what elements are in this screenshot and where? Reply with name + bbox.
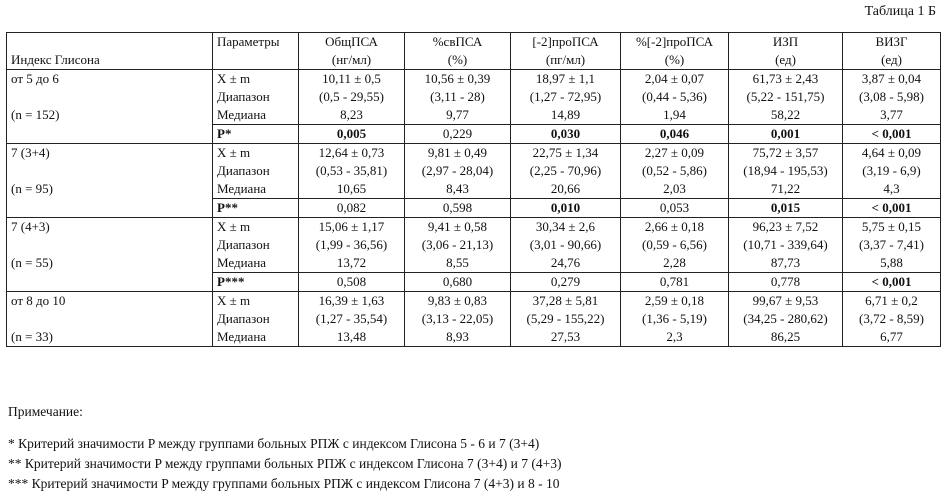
value-cell: 2,3 xyxy=(621,328,729,347)
p-value-cell: 0,229 xyxy=(405,125,511,144)
value-cell: 24,76 xyxy=(511,254,621,273)
value-cell: 87,73 xyxy=(729,254,843,273)
header-col-name: %свПСА xyxy=(405,33,511,52)
group-cell xyxy=(7,199,213,218)
value-cell: (0,5 - 29,55) xyxy=(299,88,405,106)
p-value-cell: < 0,001 xyxy=(843,125,941,144)
header-col-name: ОбщПСА xyxy=(299,33,405,52)
value-cell: (1,27 - 35,54) xyxy=(299,310,405,328)
value-cell: 15,06 ± 1,17 xyxy=(299,218,405,237)
table-row xyxy=(7,88,941,106)
group-cell xyxy=(7,236,213,254)
p-value-cell: < 0,001 xyxy=(843,199,941,218)
value-cell: 96,23 ± 7,52 xyxy=(729,218,843,237)
table-row xyxy=(7,106,941,125)
value-cell: (2,25 - 70,96) xyxy=(511,162,621,180)
value-cell: 5,75 ± 0,15 xyxy=(843,218,941,237)
p-value-row xyxy=(7,125,941,144)
param-label: Диапазон xyxy=(213,88,299,106)
value-cell: 14,89 xyxy=(511,106,621,125)
group-cell xyxy=(7,125,213,144)
value-cell: (0,52 - 5,86) xyxy=(621,162,729,180)
param-label: Диапазон xyxy=(213,236,299,254)
value-cell: 9,77 xyxy=(405,106,511,125)
value-cell: (5,22 - 151,75) xyxy=(729,88,843,106)
table-row xyxy=(7,310,941,328)
p-value-cell: 0,680 xyxy=(405,273,511,292)
param-label: Медиана xyxy=(213,254,299,273)
notes-title: Примечание: xyxy=(8,404,83,419)
p-value-cell: 0,001 xyxy=(729,125,843,144)
value-cell: 9,83 ± 0,83 xyxy=(405,292,511,311)
group-n: (n = 55) xyxy=(7,254,213,273)
p-value-cell: 0,053 xyxy=(621,199,729,218)
header-col-unit: (%) xyxy=(405,51,511,70)
value-cell: (0,44 - 5,36) xyxy=(621,88,729,106)
value-cell: 2,59 ± 0,18 xyxy=(621,292,729,311)
p-value-cell: 0,015 xyxy=(729,199,843,218)
value-cell: 20,66 xyxy=(511,180,621,199)
value-cell: 8,23 xyxy=(299,106,405,125)
value-cell: (3,11 - 28) xyxy=(405,88,511,106)
group-cell xyxy=(7,273,213,292)
group-n: (n = 33) xyxy=(7,328,213,347)
table-row xyxy=(7,144,941,163)
value-cell: 2,28 xyxy=(621,254,729,273)
param-label: Медиана xyxy=(213,106,299,125)
p-value-cell: 0,508 xyxy=(299,273,405,292)
value-cell: 10,11 ± 0,5 xyxy=(299,70,405,89)
p-value-cell: 0,046 xyxy=(621,125,729,144)
header-col-name: [-2]проПСА xyxy=(511,33,621,52)
p-value-cell: 0,279 xyxy=(511,273,621,292)
p-value-cell: 0,005 xyxy=(299,125,405,144)
group-n: (n = 95) xyxy=(7,180,213,199)
param-label: X ± m xyxy=(213,144,299,163)
group-cell xyxy=(7,310,213,328)
value-cell: 1,94 xyxy=(621,106,729,125)
value-cell: (0,53 - 35,81) xyxy=(299,162,405,180)
value-cell: (3,06 - 21,13) xyxy=(405,236,511,254)
header-col-unit: (ед) xyxy=(729,51,843,70)
value-cell: 75,72 ± 3,57 xyxy=(729,144,843,163)
header-col-name: ВИЗГ xyxy=(843,33,941,52)
value-cell: 5,88 xyxy=(843,254,941,273)
value-cell: (34,25 - 280,62) xyxy=(729,310,843,328)
value-cell: 18,97 ± 1,1 xyxy=(511,70,621,89)
param-label: X ± m xyxy=(213,292,299,311)
header-col-unit: (нг/мл) xyxy=(299,51,405,70)
group-label: 7 (3+4) xyxy=(7,144,213,163)
table-row xyxy=(7,292,941,311)
notes xyxy=(8,402,561,494)
p-value-cell: 0,030 xyxy=(511,125,621,144)
value-cell: (3,13 - 22,05) xyxy=(405,310,511,328)
group-cell xyxy=(7,162,213,180)
value-cell: (2,97 - 28,04) xyxy=(405,162,511,180)
header-gleason-cell: Индекс Глисона xyxy=(7,33,213,70)
note-1: * Критерий значимости P между группами больных РПЖ с индексом Глисона 5 - 6 и 7 (3+4) xyxy=(8,436,540,451)
value-cell: 10,56 ± 0,39 xyxy=(405,70,511,89)
header-col-name: %[-2]проПСА xyxy=(621,33,729,52)
header-col-unit: (пг/мл) xyxy=(511,51,621,70)
table-row xyxy=(7,218,941,237)
table-row xyxy=(7,236,941,254)
value-cell: 3,77 xyxy=(843,106,941,125)
table-row xyxy=(7,180,941,199)
value-cell: (3,72 - 8,59) xyxy=(843,310,941,328)
header-col-unit: (%) xyxy=(621,51,729,70)
param-label: Диапазон xyxy=(213,162,299,180)
value-cell: (0,59 - 6,56) xyxy=(621,236,729,254)
gleason-psa-table xyxy=(6,32,941,347)
table-row xyxy=(7,254,941,273)
header-col-name: ИЗП xyxy=(729,33,843,52)
value-cell: 71,22 xyxy=(729,180,843,199)
param-label: X ± m xyxy=(213,70,299,89)
value-cell: 37,28 ± 5,81 xyxy=(511,292,621,311)
header-params-cell: Параметры xyxy=(213,33,299,52)
value-cell: 8,43 xyxy=(405,180,511,199)
value-cell: 6,71 ± 0,2 xyxy=(843,292,941,311)
table-row xyxy=(7,162,941,180)
p-value-cell: 0,781 xyxy=(621,273,729,292)
p-value-cell: 0,010 xyxy=(511,199,621,218)
value-cell: 99,67 ± 9,53 xyxy=(729,292,843,311)
value-cell: 2,27 ± 0,09 xyxy=(621,144,729,163)
value-cell: 8,93 xyxy=(405,328,511,347)
group-label: от 5 до 6 xyxy=(7,70,213,89)
group-label: 7 (4+3) xyxy=(7,218,213,237)
value-cell: (3,37 - 7,41) xyxy=(843,236,941,254)
p-label: P* xyxy=(213,125,299,144)
param-label: X ± m xyxy=(213,218,299,237)
table-caption: Таблица 1 Б xyxy=(864,4,936,19)
value-cell: 61,73 ± 2,43 xyxy=(729,70,843,89)
value-cell: 16,39 ± 1,63 xyxy=(299,292,405,311)
group-cell xyxy=(7,88,213,106)
value-cell: 12,64 ± 0,73 xyxy=(299,144,405,163)
p-value-row xyxy=(7,199,941,218)
p-value-cell: < 0,001 xyxy=(843,273,941,292)
value-cell: (3,08 - 5,98) xyxy=(843,88,941,106)
p-label: P** xyxy=(213,199,299,218)
value-cell: 9,81 ± 0,49 xyxy=(405,144,511,163)
value-cell: 10,65 xyxy=(299,180,405,199)
value-cell: (1,27 - 72,95) xyxy=(511,88,621,106)
value-cell: 58,22 xyxy=(729,106,843,125)
p-label: P*** xyxy=(213,273,299,292)
param-label: Медиана xyxy=(213,180,299,199)
note-3: *** Критерий значимости P между группами больных РПЖ с индексом Глисона 7 (4+3) и 8 - 10 xyxy=(8,476,560,491)
value-cell: (10,71 - 339,64) xyxy=(729,236,843,254)
value-cell: 2,03 xyxy=(621,180,729,199)
value-cell: 86,25 xyxy=(729,328,843,347)
group-n: (n = 152) xyxy=(7,106,213,125)
value-cell: (5,29 - 155,22) xyxy=(511,310,621,328)
value-cell: 27,53 xyxy=(511,328,621,347)
param-label: Диапазон xyxy=(213,310,299,328)
header-params-blank xyxy=(213,51,299,70)
p-value-row xyxy=(7,273,941,292)
value-cell: 9,41 ± 0,58 xyxy=(405,218,511,237)
value-cell: (18,94 - 195,53) xyxy=(729,162,843,180)
table-row xyxy=(7,70,941,89)
table-row xyxy=(7,328,941,347)
header-col-unit: (ед) xyxy=(843,51,941,70)
value-cell: 2,04 ± 0,07 xyxy=(621,70,729,89)
value-cell: 3,87 ± 0,04 xyxy=(843,70,941,89)
header-row xyxy=(7,33,941,52)
value-cell: 30,34 ± 2,6 xyxy=(511,218,621,237)
value-cell: 22,75 ± 1,34 xyxy=(511,144,621,163)
value-cell: 4,64 ± 0,09 xyxy=(843,144,941,163)
value-cell: (1,36 - 5,19) xyxy=(621,310,729,328)
p-value-cell: 0,598 xyxy=(405,199,511,218)
note-2: ** Критерий значимости P между группами больных РПЖ с индексом Глисона 7 (3+4) и 7 (4+3) xyxy=(8,456,562,471)
value-cell: (3,01 - 90,66) xyxy=(511,236,621,254)
value-cell: 8,55 xyxy=(405,254,511,273)
value-cell: (3,19 - 6,9) xyxy=(843,162,941,180)
group-label: от 8 до 10 xyxy=(7,292,213,311)
value-cell: 13,48 xyxy=(299,328,405,347)
param-label: Медиана xyxy=(213,328,299,347)
value-cell: 2,66 ± 0,18 xyxy=(621,218,729,237)
value-cell: 13,72 xyxy=(299,254,405,273)
p-value-cell: 0,082 xyxy=(299,199,405,218)
value-cell: 4,3 xyxy=(843,180,941,199)
value-cell: (1,99 - 36,56) xyxy=(299,236,405,254)
value-cell: 6,77 xyxy=(843,328,941,347)
p-value-cell: 0,778 xyxy=(729,273,843,292)
